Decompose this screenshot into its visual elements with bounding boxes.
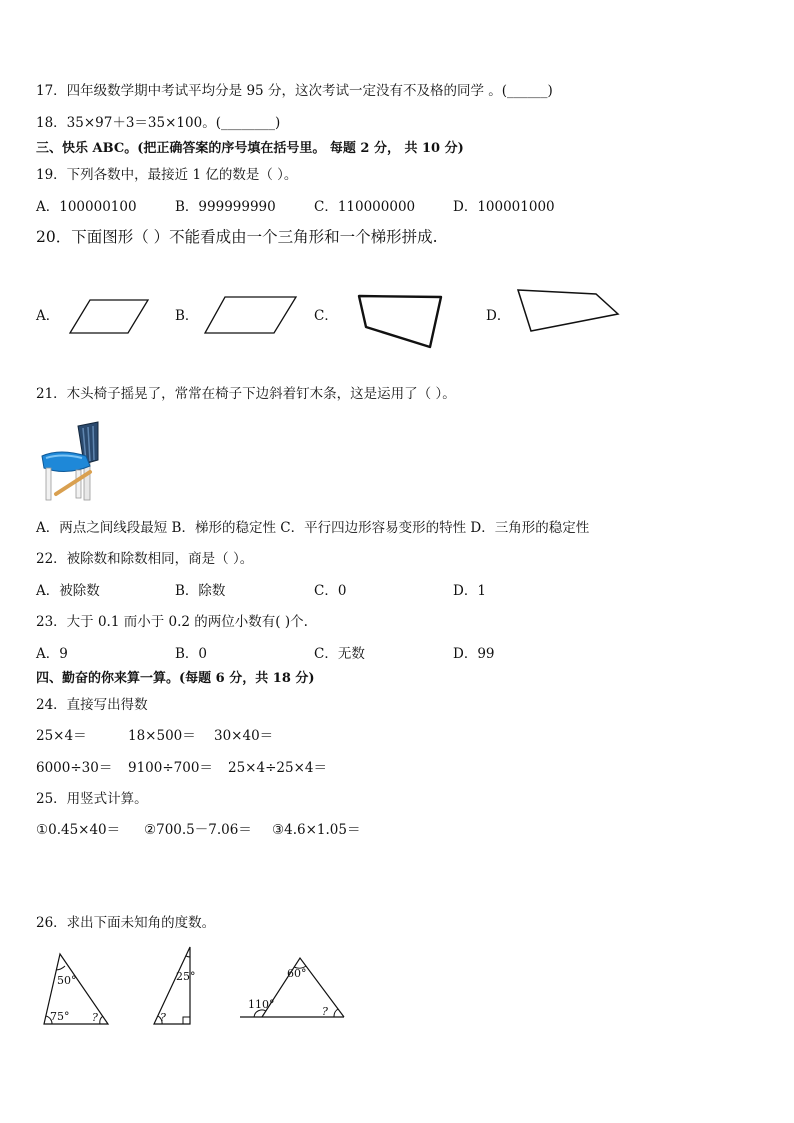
question-18: 18．35×97＋3＝35×100。(________) — [36, 115, 281, 131]
question-25-stem: 25．用竖式计算。 — [36, 791, 148, 807]
question-26-stem: 26．求出下面未知角的度数。 — [36, 915, 216, 931]
q25-item-1: ①0.45×40＝ — [36, 822, 121, 838]
q20-label-b: B． — [175, 308, 199, 324]
q22-option-b: B．除数 — [175, 583, 226, 599]
q23-option-a: A．9 — [36, 646, 68, 662]
question-21-stem: 21．木头椅子摇晃了，常常在椅子下边斜着钉木条，这是运用了（ ）。 — [36, 386, 456, 402]
q19-option-c: C．110000000 — [314, 199, 416, 215]
q24-item: 6000÷30＝ — [36, 760, 113, 776]
q25-item-3: ③4.6×1.05＝ — [272, 822, 361, 838]
question-21-options: A．两点之间线段最短 B．梯形的稳定性 C．平行四边形容易变形的特性 D．三角形的稳定性 — [36, 520, 590, 536]
t2-angle-a: 25° — [176, 970, 196, 983]
q24-item: 25×4＝ — [36, 728, 87, 744]
q19-option-b: B．999999990 — [175, 199, 276, 215]
question-24-stem: 24．直接写出得数 — [36, 697, 148, 713]
q24-item: 9100÷700＝ — [128, 760, 213, 776]
q20-label-d: D． — [486, 308, 511, 324]
t1-unknown: ? — [92, 1011, 98, 1024]
t3-angle-a: 60° — [287, 967, 307, 980]
q22-option-c: C．0 — [314, 583, 347, 599]
q24-item: 30×40＝ — [214, 728, 274, 744]
q23-option-b: B．0 — [175, 646, 208, 662]
section-3-title: 三、快乐 ABC。(把正确答案的序号填在括号里。 每题 2 分， 共 10 分) — [36, 141, 464, 156]
t3-angle-b: 110° — [248, 998, 275, 1011]
section-4-title: 四、勤奋的你来算一算。(每题 6 分，共 18 分) — [36, 671, 315, 686]
t1-angle-a: 50° — [57, 974, 77, 987]
q20-label-c: C． — [314, 308, 338, 324]
q25-item-2: ②700.5－7.06＝ — [144, 822, 252, 838]
t1-angle-b: 75° — [50, 1010, 70, 1023]
q22-option-a: A．被除数 — [36, 583, 100, 599]
q23-option-d: D．99 — [453, 646, 495, 662]
q20-label-a: A． — [36, 308, 60, 324]
question-17: 17．四年级数学期中考试平均分是 95 分，这次考试一定没有不及格的同学 。(______) — [36, 83, 553, 99]
q23-option-c: C．无数 — [314, 646, 365, 662]
t3-unknown: ? — [322, 1005, 328, 1018]
question-22-stem: 22．被除数和除数相同，商是（ ）。 — [36, 551, 254, 567]
q24-item: 25×4÷25×4＝ — [228, 760, 327, 776]
question-20-stem: 20．下面图形（ ）不能看成由一个三角形和一个梯形拼成. — [36, 228, 438, 246]
question-23-stem: 23．大于 0.1 而小于 0.2 的两位小数有( )个. — [36, 614, 308, 630]
q24-item: 18×500＝ — [128, 728, 196, 744]
q22-option-d: D．1 — [453, 583, 486, 599]
q19-option-a: A．100000100 — [36, 199, 137, 215]
question-19-stem: 19．下列各数中，最接近 1 亿的数是（ ）。 — [36, 167, 298, 183]
q19-option-d: D．100001000 — [453, 199, 555, 215]
t2-unknown: ? — [160, 1011, 166, 1024]
